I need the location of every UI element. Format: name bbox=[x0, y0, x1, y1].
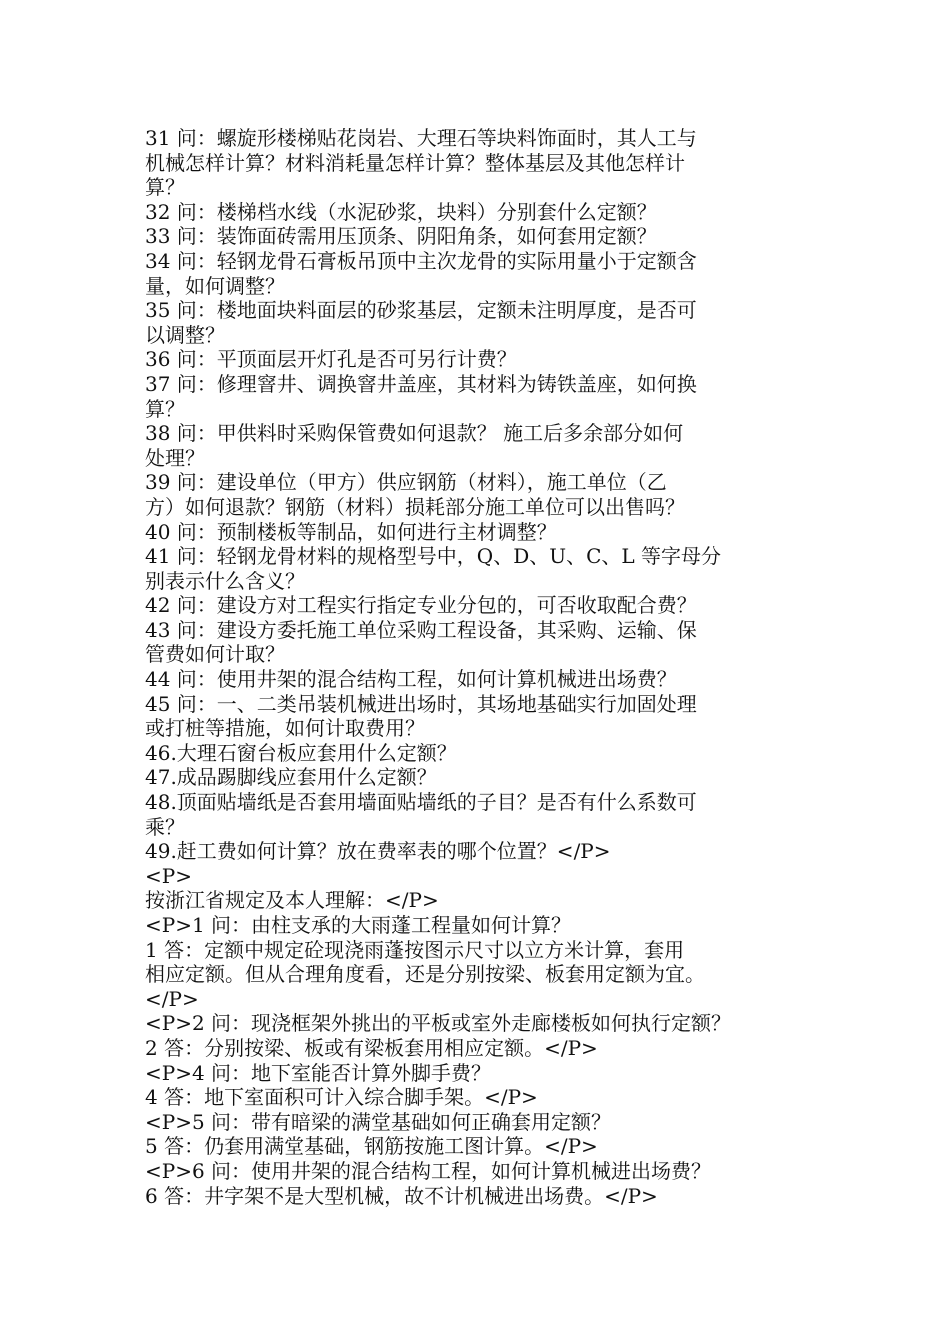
text-line: 1 答：定额中规定砼现浇雨蓬按图示尺寸以立方米计算，套用 bbox=[145, 937, 685, 962]
text-line: 32 问：楼梯档水线（水泥砂浆，块料）分别套什么定额？ bbox=[145, 199, 657, 224]
text-line: 处理？ bbox=[145, 445, 205, 470]
text-line: 46.大理石窗台板应套用什么定额？ bbox=[145, 740, 457, 765]
text-line: 相应定额。但从合理角度看，还是分别按梁、板套用定额为宜。 bbox=[145, 962, 705, 987]
text-line: 乘？ bbox=[145, 814, 185, 839]
text-line: 37 问：修理窨井、调换窨井盖座，其材料为铸铁盖座，如何换 bbox=[145, 371, 697, 396]
text-line: 机械怎样计算？材料消耗量怎样计算？整体基层及其他怎样计 bbox=[145, 150, 685, 175]
text-line: 按浙江省规定及本人理解：</P> bbox=[145, 888, 439, 913]
text-line: <P>1 问：由柱支承的大雨蓬工程量如何计算？ bbox=[145, 913, 572, 937]
text-line: 49.赶工费如何计算？放在费率表的哪个位置？</P> bbox=[145, 839, 611, 864]
text-line: 以调整？ bbox=[145, 322, 225, 347]
text-line: 别表示什么含义？ bbox=[145, 568, 305, 593]
text-line: 47.成品踢脚线应套用什么定额？ bbox=[145, 765, 437, 790]
text-line: 33 问：装饰面砖需用压顶条、阴阳角条，如何套用定额？ bbox=[145, 224, 657, 249]
text-line: 5 答：仍套用满堂基础，钢筋按施工图计算。</P> bbox=[145, 1134, 598, 1159]
text-line: <P> bbox=[145, 863, 192, 888]
text-line: 方）如何退款？钢筋（材料）损耗部分施工单位可以出售吗？ bbox=[145, 494, 685, 519]
text-line: 36 问：平顶面层开灯孔是否可另行计费？ bbox=[145, 347, 517, 372]
text-line: 2 答：分别按梁、板或有梁板套用相应定额。</P> bbox=[145, 1035, 598, 1060]
text-line: 4 答：地下室面积可计入综合脚手架。</P> bbox=[145, 1085, 538, 1110]
text-line: <P>5 问：带有暗梁的满堂基础如何正确套用定额？ bbox=[145, 1109, 612, 1134]
text-line: 41 问：轻钢龙骨材料的规格型号中，Q、D、U、C、L 等字母分 bbox=[145, 544, 722, 569]
text-line: 或打桩等措施，如何计取费用？ bbox=[145, 716, 425, 741]
text-line: <P>4 问：地下室能否计算外脚手费？ bbox=[145, 1060, 492, 1085]
text-line: 39 问：建设单位（甲方）供应钢筋（材料），施工单位（乙 bbox=[145, 470, 667, 495]
text-line: 算？ bbox=[145, 175, 185, 200]
text-line: 40 问：预制楼板等制品，如何进行主材调整？ bbox=[145, 519, 557, 544]
text-line: 算？ bbox=[145, 396, 185, 421]
text-line: 44 问：使用井架的混合结构工程，如何计算机械进出场费？ bbox=[145, 667, 677, 692]
text-line: </P> bbox=[145, 986, 199, 1011]
text-line: 35 问：楼地面块料面层的砂浆基层，定额未注明厚度，是否可 bbox=[145, 298, 697, 323]
text-line: 43 问：建设方委托施工单位采购工程设备，其采购、运输、保 bbox=[145, 617, 697, 642]
text-line: <P>2 问：现浇框架外挑出的平板或室外走廊楼板如何执行定额？ bbox=[145, 1011, 732, 1036]
text-line: <P>6 问：使用井架的混合结构工程，如何计算机械进出场费？ bbox=[145, 1158, 712, 1183]
document-body bbox=[145, 126, 835, 1208]
text-line: 34 问：轻钢龙骨石膏板吊顶中主次龙骨的实际用量小于定额含 bbox=[145, 248, 697, 273]
text-line: 量，如何调整？ bbox=[145, 273, 285, 298]
text-line: 45 问：一、二类吊装机械进出场时，其场地基础实行加固处理 bbox=[145, 691, 697, 716]
text-line: 31 问：螺旋形楼梯贴花岗岩、大理石等块料饰面时，其人工与 bbox=[145, 126, 697, 150]
text-line: 管费如何计取？ bbox=[145, 642, 285, 667]
text-line: 48.顶面贴墙纸是否套用墙面贴墙纸的子目？是否有什么系数可 bbox=[145, 790, 697, 815]
text-line: 6 答：井字架不是大型机械，故不计机械进出场费。</P> bbox=[145, 1183, 658, 1208]
text-line: 42 问：建设方对工程实行指定专业分包的，可否收取配合费？ bbox=[145, 593, 697, 618]
text-line: 38 问：甲供料时采购保管费如何退款？ 施工后多余部分如何 bbox=[145, 421, 684, 446]
